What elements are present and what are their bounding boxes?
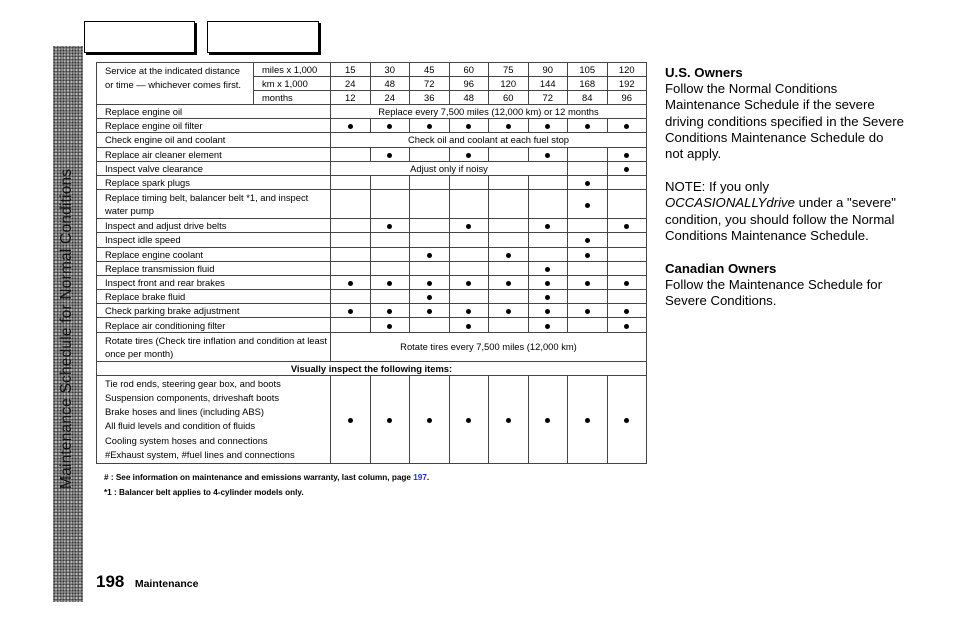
service-mark-cell [528, 119, 568, 133]
severe-note-emphasis: OCCASIONALLYdrive [665, 195, 795, 211]
service-mark-cell [370, 290, 410, 304]
service-item-label: Replace brake fluid [97, 290, 331, 304]
service-mark-cell [489, 147, 529, 161]
service-mark-cell [370, 119, 410, 133]
table-row [97, 275, 647, 289]
service-dot-icon [585, 124, 590, 129]
header-tab-box-1 [84, 21, 195, 53]
table-row [97, 233, 647, 247]
visual-mark-cell [528, 375, 568, 463]
service-mark-cell [568, 290, 608, 304]
service-mark-cell [568, 119, 608, 133]
service-mark-cell [449, 147, 489, 161]
table-row [97, 175, 647, 189]
service-dot-icon [427, 309, 432, 314]
service-dot-icon [466, 418, 471, 423]
service-dot-icon [624, 167, 629, 172]
service-mark-cell [410, 147, 450, 161]
service-dot-icon [466, 153, 471, 158]
service-dot-icon [427, 295, 432, 300]
service-mark-cell [449, 275, 489, 289]
service-dot-icon [387, 281, 392, 286]
footnote-balancer-belt: *1 : Balancer belt applies to 4-cylinder models only. [104, 488, 304, 497]
service-mark-cell [489, 190, 529, 219]
service-mark-cell [489, 233, 529, 247]
service-dot-icon [466, 281, 471, 286]
interval-miles-value: 45 [410, 63, 450, 77]
service-mark-cell [331, 190, 371, 219]
service-dot-icon [387, 224, 392, 229]
service-mark-cell [370, 175, 410, 189]
service-item-label: Inspect idle speed [97, 233, 331, 247]
service-mark-cell [568, 318, 608, 332]
service-mark-cell [528, 219, 568, 233]
interval-miles-value: 15 [331, 63, 371, 77]
service-mark-cell [331, 247, 371, 261]
service-dot-icon [585, 253, 590, 258]
service-dot-icon [624, 418, 629, 423]
table-row [97, 304, 647, 318]
table-row [97, 219, 647, 233]
service-mark-cell [489, 261, 529, 275]
service-mark-cell [607, 247, 647, 261]
interval-miles-value: 90 [528, 63, 568, 77]
service-dot-icon [545, 124, 550, 129]
service-item-label: Replace engine coolant [97, 247, 331, 261]
service-dot-icon [387, 124, 392, 129]
service-item-label: Replace spark plugs [97, 175, 331, 189]
section-label: Maintenance [134, 578, 199, 590]
service-mark-cell [568, 147, 608, 161]
service-mark-cell [568, 304, 608, 318]
table-row [97, 261, 647, 275]
service-dot-icon [506, 281, 511, 286]
service-item-label: Replace engine oil filter [97, 119, 331, 133]
severe-note-prefix: NOTE: If you only [665, 179, 770, 195]
service-mark-cell [410, 247, 450, 261]
interval-header-row-miles [97, 63, 647, 77]
service-dot-icon [585, 181, 590, 186]
service-dot-icon [387, 418, 392, 423]
service-dot-icon [624, 281, 629, 286]
service-mark-cell [607, 119, 647, 133]
interval-intro-label: Service at the indicated distance or time — whichever comes first. [97, 63, 254, 105]
interval-months-value: 60 [489, 91, 529, 105]
service-item-label: Inspect valve clearance [97, 161, 331, 175]
service-item-label: Replace air cleaner element [97, 147, 331, 161]
service-mark-cell [331, 318, 371, 332]
service-mark-cell [489, 219, 529, 233]
severe-note-suffix: under a "severe" condition, you should follow the Normal Conditions Maintenance Schedule. [665, 195, 896, 243]
service-dot-icon [348, 418, 353, 423]
service-dot-icon [506, 253, 511, 258]
interval-km-value: 72 [410, 77, 450, 91]
service-mark-cell [489, 119, 529, 133]
interval-months-value: 48 [449, 91, 489, 105]
service-mark-cell [607, 190, 647, 219]
table-row [97, 147, 647, 161]
service-mark-cell [331, 290, 371, 304]
service-mark-cell [410, 233, 450, 247]
service-dot-icon [506, 418, 511, 423]
visual-inspection-item: Tie rod ends, steering gear box, and boots [105, 377, 281, 389]
visual-mark-cell [331, 375, 371, 463]
interval-miles-value: 60 [449, 63, 489, 77]
canadian-owners-body: Follow the Maintenance Schedule for Severe Conditions. [665, 277, 882, 309]
interval-km-value: 168 [568, 77, 608, 91]
service-mark-cell [568, 175, 608, 189]
service-mark-cell [607, 233, 647, 247]
service-dot-icon [387, 309, 392, 314]
service-item-label: Inspect front and rear brakes [97, 275, 331, 289]
service-dot-icon [624, 224, 629, 229]
service-dot-icon [585, 418, 590, 423]
interval-km-value: 144 [528, 77, 568, 91]
service-mark-cell [449, 304, 489, 318]
service-mark-cell [449, 190, 489, 219]
service-mark-cell [489, 318, 529, 332]
owner-guidance-column [665, 65, 905, 310]
service-mark-cell [410, 175, 450, 189]
service-dot-icon [545, 153, 550, 158]
service-mark-cell [331, 304, 371, 318]
service-mark-cell [489, 247, 529, 261]
service-dot-icon [348, 281, 353, 286]
service-dot-icon [427, 124, 432, 129]
visual-inspection-item: All fluid levels and condition of fluids [105, 420, 256, 432]
service-dot-icon [506, 124, 511, 129]
service-mark-cell [607, 318, 647, 332]
service-item-label: Replace timing belt, balancer belt *1, and inspect water pump [97, 190, 331, 219]
service-dot-icon [545, 267, 550, 272]
page-reference-link[interactable]: 197 [413, 473, 427, 482]
visual-inspection-header-row [97, 361, 647, 375]
service-item-label: Replace air conditioning filter [97, 318, 331, 332]
service-mark-cell [331, 119, 371, 133]
service-mark-cell [331, 275, 371, 289]
service-dot-icon [545, 224, 550, 229]
footnote-warranty-end: . [426, 473, 430, 482]
service-mark-cell [528, 304, 568, 318]
interval-months-value: 36 [410, 91, 450, 105]
service-dot-icon [545, 281, 550, 286]
service-dot-icon [624, 324, 629, 329]
service-dot-icon [387, 153, 392, 158]
footnote-warranty [104, 473, 429, 482]
service-dot-icon [427, 253, 432, 258]
table-row [97, 190, 647, 219]
service-dot-icon [466, 324, 471, 329]
visual-inspection-heading: Visually inspect the following items: [97, 361, 647, 375]
interval-unit-months: months [254, 91, 331, 105]
service-dot-icon [427, 281, 432, 286]
interval-months-value: 84 [568, 91, 608, 105]
service-mark-cell [449, 175, 489, 189]
service-mark-cell [607, 261, 647, 275]
visual-inspection-item: Cooling system hoses and connections [105, 434, 268, 446]
service-mark-cell [568, 233, 608, 247]
interval-unit-km: km x 1,000 [254, 77, 331, 91]
service-dot-icon [466, 224, 471, 229]
service-mark-cell [370, 261, 410, 275]
service-dot-icon [506, 309, 511, 314]
table-row [97, 119, 647, 133]
interval-miles-value: 105 [568, 63, 608, 77]
service-mark-cell [528, 233, 568, 247]
service-mark-cell [568, 247, 608, 261]
interval-months-value: 12 [331, 91, 371, 105]
visual-inspection-item: Brake hoses and lines (including ABS) [105, 406, 264, 418]
service-dot-icon [466, 309, 471, 314]
service-dot-icon [348, 124, 353, 129]
service-mark-cell [607, 161, 647, 175]
table-row [97, 105, 647, 119]
interval-km-value: 48 [370, 77, 410, 91]
service-mark-cell [568, 161, 608, 175]
service-mark-cell [489, 275, 529, 289]
service-mark-cell [370, 147, 410, 161]
service-mark-cell [331, 175, 371, 189]
service-mark-cell [410, 290, 450, 304]
service-instruction: Replace every 7,500 miles (12,000 km) or 12 months [331, 105, 647, 119]
visual-mark-cell [370, 375, 410, 463]
service-dot-icon [545, 309, 550, 314]
service-mark-cell [607, 275, 647, 289]
service-mark-cell [410, 261, 450, 275]
interval-miles-value: 75 [489, 63, 529, 77]
service-mark-cell [528, 318, 568, 332]
service-mark-cell [607, 304, 647, 318]
service-instruction: Check oil and coolant at each fuel stop [331, 133, 647, 147]
interval-miles-value: 30 [370, 63, 410, 77]
service-dot-icon [545, 418, 550, 423]
service-mark-cell [449, 261, 489, 275]
visual-mark-cell [410, 375, 450, 463]
table-row [97, 247, 647, 261]
service-mark-cell [449, 119, 489, 133]
service-mark-cell [331, 147, 371, 161]
service-mark-cell [607, 175, 647, 189]
service-mark-cell [568, 261, 608, 275]
interval-km-value: 192 [607, 77, 647, 91]
service-dot-icon [545, 295, 550, 300]
page-number: 198 [96, 572, 125, 591]
service-mark-cell [449, 247, 489, 261]
service-mark-cell [607, 290, 647, 304]
footnote-warranty-text: # : See information on maintenance and emissions warranty, last column, page [104, 473, 414, 482]
service-dot-icon [585, 281, 590, 286]
service-mark-cell [528, 290, 568, 304]
service-instruction: Rotate tires every 7,500 miles (12,000 km) [331, 332, 647, 361]
sidebar-title: Maintenance Schedule for Normal Conditions [58, 168, 75, 489]
interval-km-value: 96 [449, 77, 489, 91]
sidebar-band [53, 46, 83, 602]
visual-mark-cell [449, 375, 489, 463]
service-instruction: Adjust only if noisy [331, 161, 568, 175]
service-mark-cell [370, 219, 410, 233]
table-row [97, 133, 647, 147]
interval-unit-miles: miles x 1,000 [254, 63, 331, 77]
interval-months-value: 72 [528, 91, 568, 105]
header-tab-box-2 [207, 21, 319, 53]
interval-months-value: 96 [607, 91, 647, 105]
service-dot-icon [427, 418, 432, 423]
service-mark-cell [370, 304, 410, 318]
service-mark-cell [607, 219, 647, 233]
table-row [97, 318, 647, 332]
service-mark-cell [607, 147, 647, 161]
service-mark-cell [528, 275, 568, 289]
service-mark-cell [410, 318, 450, 332]
service-mark-cell [489, 290, 529, 304]
visual-inspection-item: #Exhaust system, #fuel lines and connections [105, 448, 295, 460]
service-mark-cell [449, 318, 489, 332]
service-mark-cell [370, 190, 410, 219]
us-owners-heading: U.S. Owners [665, 65, 743, 80]
page-footer [96, 572, 198, 592]
service-dot-icon [545, 324, 550, 329]
service-mark-cell [331, 233, 371, 247]
service-item-label: Rotate tires (Check tire inflation and condition at least once per month) [97, 332, 331, 361]
service-dot-icon [624, 153, 629, 158]
service-mark-cell [370, 275, 410, 289]
table-row [97, 290, 647, 304]
service-mark-cell [370, 233, 410, 247]
service-mark-cell [528, 247, 568, 261]
service-mark-cell [489, 304, 529, 318]
visual-mark-cell [607, 375, 647, 463]
service-mark-cell [410, 190, 450, 219]
service-dot-icon [624, 124, 629, 129]
service-mark-cell [449, 233, 489, 247]
service-dot-icon [466, 124, 471, 129]
service-mark-cell [331, 261, 371, 275]
service-mark-cell [568, 275, 608, 289]
service-mark-cell [370, 247, 410, 261]
service-mark-cell [528, 175, 568, 189]
service-dot-icon [624, 309, 629, 314]
service-mark-cell [410, 304, 450, 318]
service-mark-cell [528, 147, 568, 161]
service-dot-icon [585, 238, 590, 243]
service-dot-icon [348, 309, 353, 314]
service-mark-cell [568, 219, 608, 233]
service-dot-icon [387, 324, 392, 329]
interval-km-value: 120 [489, 77, 529, 91]
service-item-label: Replace transmission fluid [97, 261, 331, 275]
service-dot-icon [585, 309, 590, 314]
table-row [97, 332, 647, 361]
service-mark-cell [568, 190, 608, 219]
service-item-label: Check parking brake adjustment [97, 304, 331, 318]
interval-km-value: 24 [331, 77, 371, 91]
service-mark-cell [528, 190, 568, 219]
service-mark-cell [528, 261, 568, 275]
visual-inspection-row [97, 375, 647, 463]
visual-inspection-item: Suspension components, driveshaft boots [105, 392, 280, 404]
service-mark-cell [410, 219, 450, 233]
us-owners-body: Follow the Normal Conditions Maintenance Schedule if the severe driving conditions specified in the Severe Conditions Maintenance Schedule do not apply. [665, 81, 904, 162]
service-mark-cell [489, 175, 529, 189]
interval-miles-value: 120 [607, 63, 647, 77]
service-dot-icon [585, 203, 590, 208]
service-item-label: Replace engine oil [97, 105, 331, 119]
service-item-label: Inspect and adjust drive belts [97, 219, 331, 233]
service-mark-cell [449, 219, 489, 233]
service-mark-cell [331, 219, 371, 233]
service-mark-cell [410, 275, 450, 289]
service-item-label: Check engine oil and coolant [97, 133, 331, 147]
severe-note [665, 179, 905, 244]
table-row [97, 161, 647, 175]
canadian-owners-heading: Canadian Owners [665, 261, 777, 277]
service-mark-cell [410, 119, 450, 133]
maintenance-schedule-table [96, 62, 647, 464]
visual-mark-cell [568, 375, 608, 463]
visual-inspection-items [97, 375, 331, 463]
visual-mark-cell [489, 375, 529, 463]
interval-months-value: 24 [370, 91, 410, 105]
service-mark-cell [370, 318, 410, 332]
service-mark-cell [449, 290, 489, 304]
